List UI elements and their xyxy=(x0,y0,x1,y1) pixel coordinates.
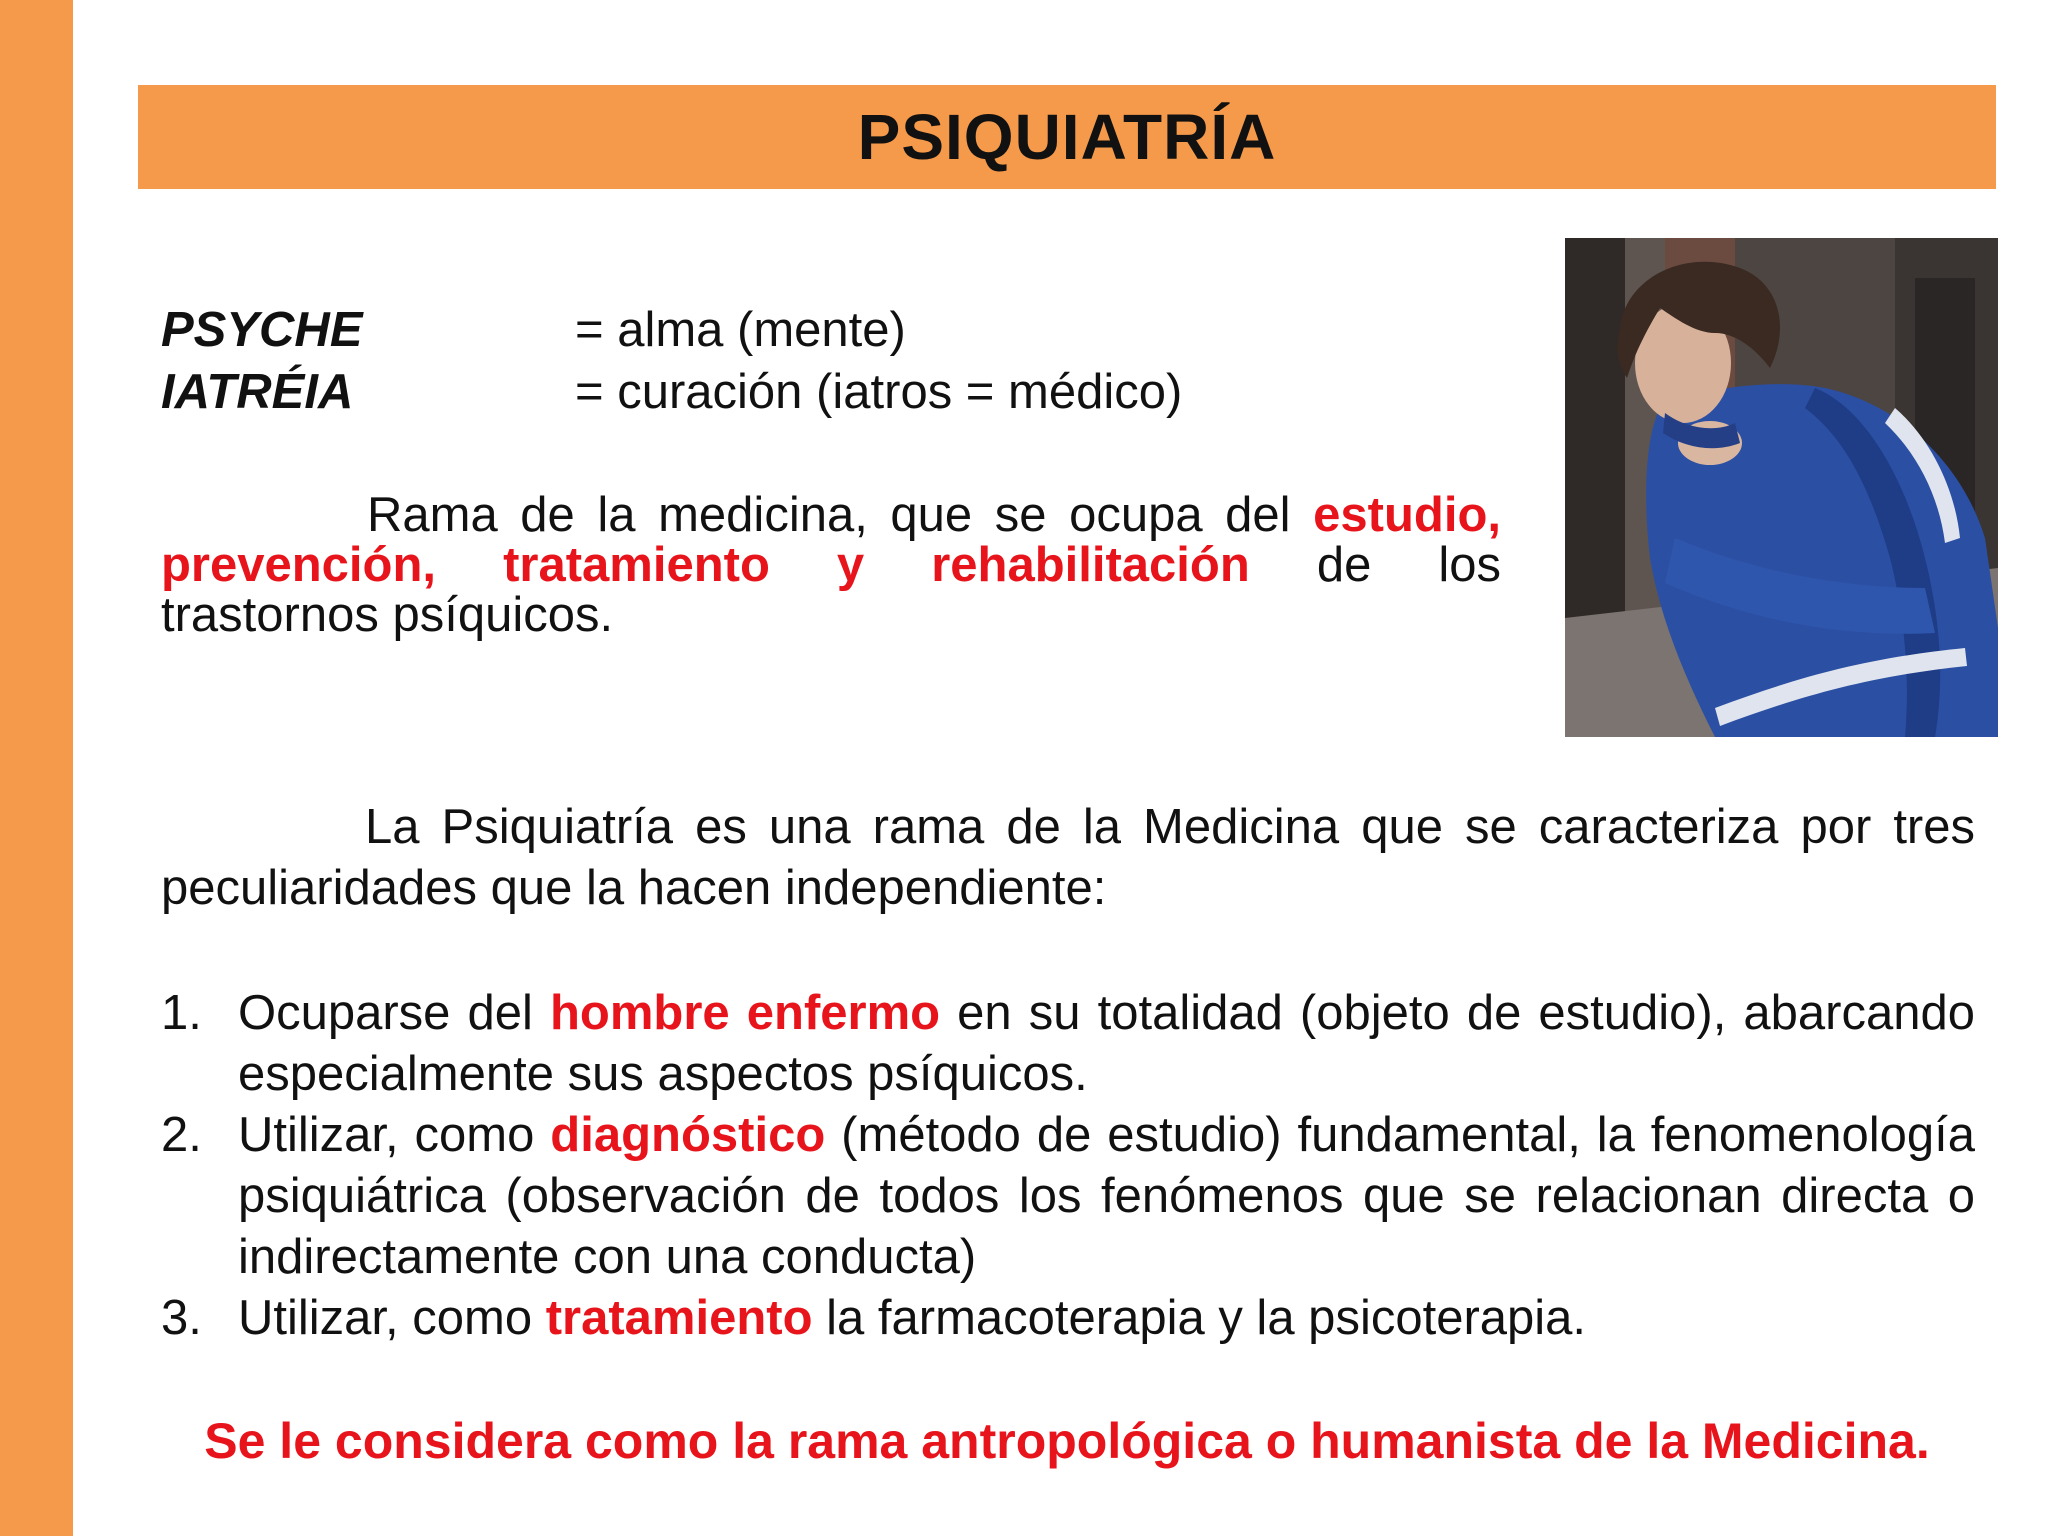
etymology-term: PSYCHE xyxy=(161,303,363,357)
list-highlight: diagnóstico xyxy=(550,1108,826,1162)
peculiarities-list xyxy=(161,983,1975,1349)
list-item xyxy=(161,983,1975,1105)
list-number: 1. xyxy=(161,986,202,1040)
list-item xyxy=(161,1105,1975,1288)
list-text: la farmacoterapia y la psicoterapia. xyxy=(812,1291,1587,1345)
photo-illustration xyxy=(1565,238,1998,737)
title-band xyxy=(138,85,1996,189)
list-text: en su totalidad (objeto de estudio), abarcando especialmente sus aspectos psíquicos. xyxy=(238,986,1976,1101)
etymology-definition: = alma (mente) xyxy=(575,303,906,357)
intro-text: La Psiquiatría es una rama de la Medicina que se caracteriza por tres peculiaridades que la hacen independiente: xyxy=(161,800,1975,915)
left-accent-bar xyxy=(0,0,73,1536)
definition-text: Rama de la medicina, que se ocupa del xyxy=(367,488,1314,542)
distressed-man-photo xyxy=(1565,238,1998,737)
list-number: 3. xyxy=(161,1291,202,1345)
list-text: Ocuparse del xyxy=(238,986,550,1040)
list-text: (método de estudio) fundamental, la fenomenología psiquiátrica (observación de todos los fenómenos que se relacionan directa o indirectamente con una conducta) xyxy=(238,1108,1975,1284)
definition-highlight: prevención, tratamiento y rehabilitación xyxy=(161,538,1250,592)
definition-text: trastornos psíquicos. xyxy=(161,588,614,642)
list-highlight: tratamiento xyxy=(545,1291,813,1345)
etymology-term: IATRÉIA xyxy=(161,365,354,419)
slide-title: PSIQUIATRÍA xyxy=(857,101,1277,173)
list-highlight: hombre enfermo xyxy=(550,986,941,1040)
etymology-definition: = curación (iatros = médico) xyxy=(575,365,1183,419)
closing-statement: Se le considera como la rama antropológica o humanista de la Medicina. xyxy=(204,1413,1930,1469)
definition-paragraph xyxy=(161,490,1501,640)
intro-paragraph xyxy=(161,797,1975,919)
list-item xyxy=(161,1288,1975,1349)
definition-text: de los xyxy=(1249,538,1501,592)
list-text: Utilizar, como xyxy=(238,1291,546,1345)
definition-highlight: estudio, xyxy=(1313,488,1501,542)
list-text: Utilizar, como xyxy=(238,1108,551,1162)
list-number: 2. xyxy=(161,1108,202,1162)
